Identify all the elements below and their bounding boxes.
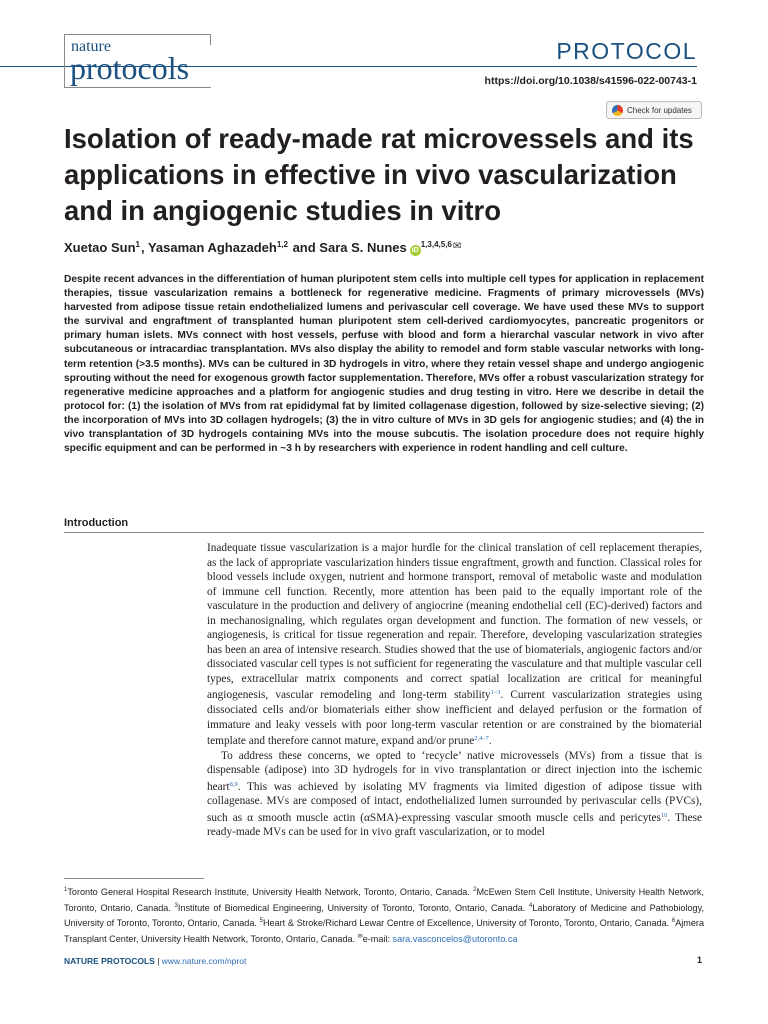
paragraph-text: Inadequate tissue vascularization is a major hurdle for the clinical translation of cell replacement therapies, as the lack of appropriate vascularization hinders tissue engraftment, growth and function. Classical roles for blood vessels include oxygen, nutrient and hormone transport, removal of metabolic waste and modulation of immune cell function. Recently, more attention has been paid to the equally important role of the vasculature in the production and delivery of angiocrine (meaning endothelial cell (EC)-derived) factors and in mechanosignaling, which regulates organ development and function. The formation of new vessels, or angiogenesis, is critical for tissue regeneration and repair. Therefore, developing vascularization strategies has been an area of intensive research. Studies showed that the use of biomaterials, angiogenic factors and/or dissociated vascular cell types is not sufficient for regenerating the vasculature and that multiple vascular cell types, extracellular matrix components and correct spatial localization are critical for meaningful angiogenesis, vascular remodeling and long-term stability (207, 542, 702, 702)
affiliation-text: Heart & Stroke/Richard Lewar Centre of Excellence, University of Toronto, Toronto, Ontario, Canada. (262, 918, 672, 929)
author-separator: , (140, 240, 148, 255)
affiliation-text: McEwen Stem Cell Institute, University Health Network, Toronto, Ontario, Canada. (64, 887, 704, 913)
page-footer (64, 956, 246, 966)
crossmark-icon (612, 105, 623, 116)
affiliation-text: Ajmera Transplant Center, University Health Network, Toronto, Ontario, Canada. (64, 918, 705, 944)
affiliation-number: 2 (473, 887, 477, 893)
paragraph-text: . Current vascularization strategies using dissociated cells and/or biomaterials either show inefficient and delayed perfusion or the formation of immature and leaky vessels with poor long-term vascular retention or are constrained by the biomaterial template and therefore cannot mature, expand and/or prune (207, 689, 702, 748)
section-rule (64, 532, 704, 533)
citation-ref[interactable]: 8,9 (229, 780, 238, 788)
journal-logo-nature: nature (71, 38, 111, 55)
doi-link[interactable]: https://doi.org/10.1038/s41596-022-00743-1 (484, 75, 697, 87)
footer-journal: NATURE PROTOCOLS (64, 956, 155, 966)
envelope-icon: ✉ (357, 933, 363, 940)
affiliation-number: 1 (64, 887, 68, 893)
envelope-icon[interactable]: ✉ (452, 241, 462, 252)
citation-ref[interactable]: 1–3 (490, 689, 501, 697)
footer-separator: | (154, 956, 162, 966)
check-updates-button[interactable] (606, 101, 702, 119)
paragraph-text: To address these concerns, we opted to ‘recycle’ native microvessels (MVs) from a tissue that is dispensable (adipose) into 3D hydrogels for in vivo transplantation or direct injection into the ischemic heart (207, 749, 702, 793)
footer-site-link[interactable]: www.nature.com/nprot (161, 956, 247, 966)
author-list (64, 240, 461, 256)
section-label: PROTOCOL (556, 38, 697, 64)
body-text (207, 541, 702, 840)
author-name[interactable]: Sara S. Nunes (319, 240, 407, 255)
affiliations-footnote (64, 884, 704, 946)
author-affiliation: 1,2 (276, 240, 288, 249)
email-link[interactable]: sara.vasconcelos@utoronto.ca (392, 933, 518, 944)
citation-ref[interactable]: 10 (660, 811, 668, 819)
footnote-rule (64, 878, 204, 879)
affiliation-text: Institute of Biomedical Engineering, University of Toronto, Toronto, Ontario, Canada. (177, 902, 529, 913)
author-name[interactable]: Xuetao Sun (64, 240, 136, 255)
affiliation-number: 3 (174, 902, 178, 909)
affiliation-number: 4 (529, 902, 533, 909)
affiliation-text: Toronto General Hospital Research Institute, University Health Network, Toronto, Ontario, Canada. (67, 887, 474, 897)
paragraph (207, 541, 702, 749)
citation-ref[interactable]: 2,4–7 (474, 735, 489, 743)
check-updates-label: Check for updates (627, 105, 692, 115)
paragraph-text: . These ready-made MVs can be used for in vivo graft vascularization, or to model (207, 811, 702, 839)
affiliation-number: 5 (259, 918, 263, 925)
paragraph-text: . (488, 735, 492, 748)
author-affiliation: 1 (135, 240, 140, 249)
section-heading-introduction: Introduction (64, 517, 129, 529)
page-number: 1 (696, 955, 702, 965)
abstract: Despite recent advances in the differentiation of human pluripotent stem cells into multiple cell types for application in replacement therapies, tissue vascularization remains a bottleneck for regenerative medicine. Fragments of primary microvessels (MVs) harvested from adipose tissue retain endothelialized lumens and perivascular cell coverage. We have used these MVs to support the survival and engraftment of transplanted human pluripotent stem cell-derived cardiomyocytes, pancreatic progenitors or primary human islets. MVs connect with host vessels, perfuse with blood and form a hierarchal vascular network in vivo after subcutaneous or intracardiac transplantation. MVs also display the ability to remodel and form stable vascular networks with long-term retention (>3.5 months). MVs can be cultured in 3D hydrogels in vitro, where they retain vessel shape and undergo angiogenic sprouting without the need for exogenous growth factor supplementation. Therefore, MVs offer a robust vascularization strategy for regenerative medicine approaches and a platform for angiogenic studies and drug testing in vitro. Here we describe in detail the protocol for: (1) the isolation of MVs from rat epididymal fat by limited collagenase digestion, followed by size-selective sieving; (2) the incorporation of MVs into 3D collagen hydrogels; (3) the in vitro culture of MVs in 3D gels for angiogenic studies; and (4) the in vivo transplantation of 3D hydrogels containing MVs into the mouse subcutis. The isolation procedure does not require highly specific equipment and can be performed in ~3 h by researchers with experience in rodent handling and cell culture. (64, 274, 704, 455)
journal-logo-protocols: protocols (70, 50, 190, 86)
paragraph-text: . This was achieved by isolating MV fragments via limited digestion of adipose tissue with collagenase. MVs are composed of intact, endothelialized lumen surrounded by perivascular cells (PVCs), such as α smooth muscle actin (αSMA)-expressing vascular smooth muscle cells and pericytes (207, 780, 702, 824)
paragraph (207, 749, 702, 840)
article-title: Isolation of ready-made rat microvessels and its applications in effective in vivo vascularization and in angiogenic studies in vitro (64, 123, 694, 226)
affiliation-number: 6 (671, 918, 676, 925)
author-separator: and (288, 240, 320, 255)
affiliation-text: Laboratory of Medicine and Pathobiology, University of Toronto, Toronto, Ontario, Canada. (64, 902, 705, 929)
author-affiliation: 1,3,4,5,6 (420, 240, 452, 249)
orcid-icon[interactable]: iD (411, 247, 419, 254)
email-label: e-mail: (362, 933, 393, 944)
author-name[interactable]: Yasaman Aghazadeh (147, 240, 277, 255)
